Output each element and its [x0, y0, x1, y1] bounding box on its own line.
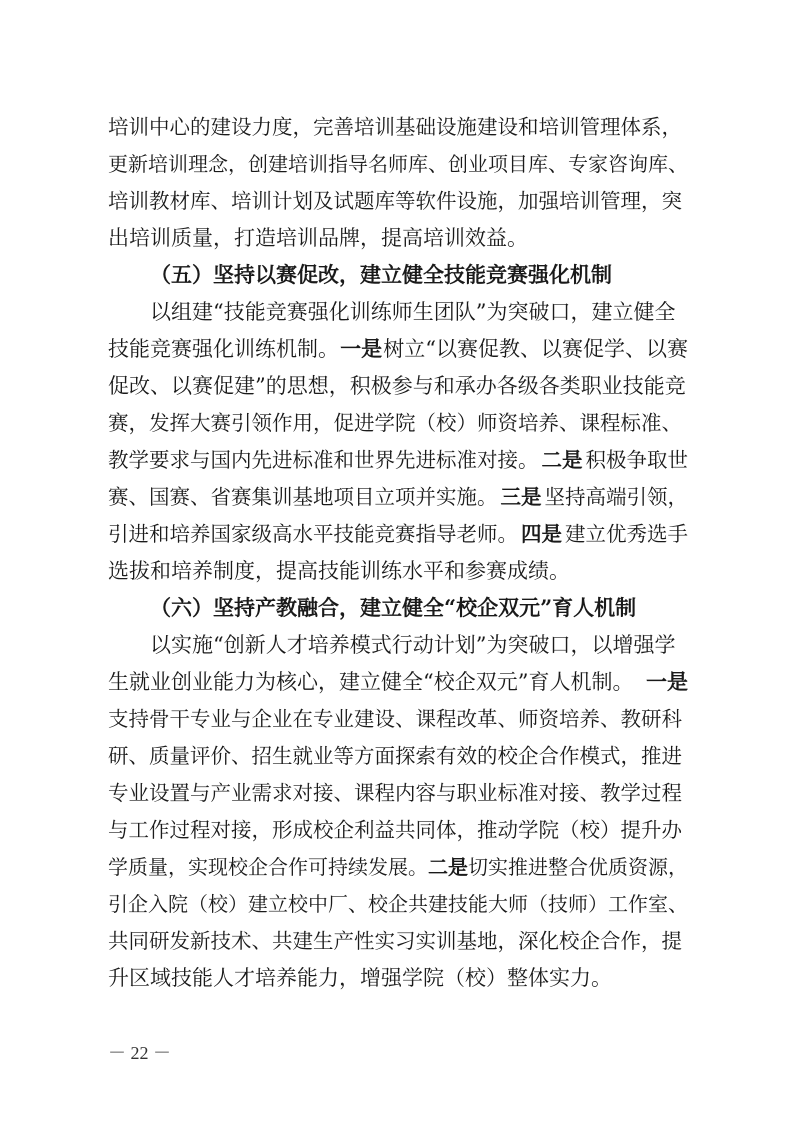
text-segment: 技能竞赛强化训练机制。 — [108, 337, 339, 361]
body-line — [108, 847, 688, 887]
text-segment: 升区域技能人才培养能力，增强学院（校）整体实力。 — [108, 966, 612, 990]
text-segment: 以实施“创新人才培养模式行动计划”为突破口，以增强学 — [150, 633, 676, 657]
body-line — [108, 884, 688, 924]
emphasis-fourth: 四是 — [521, 522, 562, 546]
emphasis-second: 二是 — [541, 448, 583, 472]
text-segment: 学质量，实现校企合作可持续发展。 — [108, 855, 428, 879]
body-line — [108, 366, 688, 406]
body-line — [150, 292, 688, 332]
body-line — [108, 403, 688, 443]
text-segment: 赛，发挥大赛引领作用，促进学院（校）师资培养、课程标准、 — [108, 411, 682, 435]
body-line — [108, 551, 688, 591]
body-line — [108, 144, 688, 184]
text-segment: 选拔和培养制度，提高技能训练水平和参赛成绩。 — [108, 559, 570, 583]
section-heading-5 — [150, 255, 688, 295]
text-segment: 专业设置与产业需求对接、课程内容与职业标准对接、教学过程 — [108, 781, 682, 805]
text-segment: 以组建“技能竞赛强化训练师生团队”为突破口，建立健全 — [150, 300, 676, 324]
heading-text: （五）坚持以赛促改，建立健全技能竞赛强化机制 — [150, 262, 612, 287]
body-line — [108, 107, 688, 147]
text-segment: 切实推进整合优质资源， — [468, 855, 688, 879]
text-segment: 促改、以赛促建”的思想，积极参与和承办各级各类职业技能竞 — [108, 374, 686, 398]
text-segment: 引企入院（校）建立校中厂、校企共建技能大师（技师）工作室、 — [108, 892, 688, 916]
body-line — [108, 958, 688, 998]
text-segment: 更新培训理念，创建培训指导名师库、创业项目库、专家咨询库、 — [108, 152, 688, 176]
text-segment: 出培训质量，打造培训品牌，提高培训效益。 — [108, 226, 528, 250]
page-number: － 22 － — [108, 1043, 171, 1063]
body-line — [108, 329, 688, 369]
text-segment: 引进和培养国家级高水平技能竞赛指导老师。 — [108, 522, 518, 546]
emphasis-second: 二是 — [428, 855, 468, 879]
body-line — [108, 662, 688, 702]
heading-text: （六）坚持产教融合，建立健全“校企双元”育人机制 — [150, 595, 637, 620]
text-segment: 赛、国赛、省赛集训基地项目立项并实施。 — [108, 485, 498, 509]
text-segment: 生就业创业能力为核心，建立健全“校企双元”育人机制。 — [108, 670, 634, 694]
text-segment: 树立“以赛促教、以赛促学、以赛 — [383, 337, 688, 361]
body-line — [108, 921, 688, 961]
body-line — [108, 218, 688, 258]
section-heading-6 — [150, 588, 688, 628]
text-segment: 培训教材库、培训计划及试题库等软件设施，加强培训管理，突 — [108, 189, 682, 213]
text-segment: 共同研发新技术、共建生产性实习实训基地，深化校企合作，提 — [108, 929, 682, 953]
body-line — [108, 810, 688, 850]
body-line — [108, 440, 688, 480]
body-line — [108, 773, 688, 813]
body-line — [108, 699, 688, 739]
text-segment: 建立优秀选手 — [565, 522, 688, 546]
text-segment: 积极争取世 — [585, 448, 688, 472]
emphasis-first: 一是 — [340, 336, 383, 361]
body-line — [108, 736, 688, 776]
body-line — [108, 181, 688, 221]
body-line — [108, 477, 688, 517]
text-segment: 支持骨干专业与企业在专业建设、课程改革、师资培养、教研科 — [108, 707, 682, 731]
text-segment: 与工作过程对接，形成校企利益共同体，推动学院（校）提升办 — [108, 818, 682, 842]
text-segment: 教学要求与国内先进标准和世界先进标准对接。 — [108, 448, 539, 472]
body-line — [108, 514, 688, 554]
text-segment: 培训中心的建设力度，完善培训基础设施建设和培训管理体系， — [108, 115, 682, 139]
body-line — [150, 625, 688, 665]
text-segment: 研、质量评价、招生就业等方面探索有效的校企合作模式，推进 — [108, 744, 682, 768]
emphasis-third: 三是 — [500, 485, 542, 509]
emphasis-first: 一是 — [646, 669, 688, 694]
text-segment: 坚持高端引领， — [544, 485, 688, 509]
